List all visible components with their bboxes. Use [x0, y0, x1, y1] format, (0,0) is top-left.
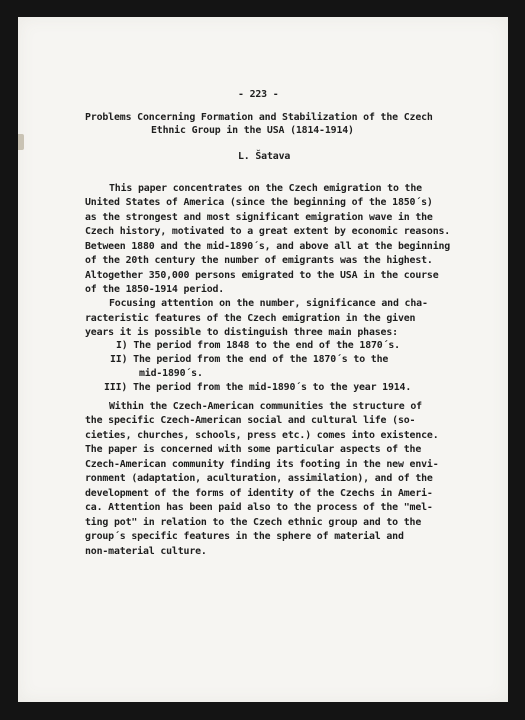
- phase-item: II) The period from the end of the 1870´s to the: [110, 354, 389, 365]
- paragraph-3-line: the specific Czech-American social and cultural life (so-: [85, 415, 416, 426]
- paragraph-2-line: racteristic features of the Czech emigration in the given: [85, 313, 416, 324]
- paragraph-3-line: The paper is concerned with some particular aspects of the: [85, 444, 422, 455]
- phase-item-continuation: mid-1890´s.: [139, 368, 203, 379]
- paragraph-1-line: Between 1880 and the mid-1890´s, and above all at the beginning: [85, 241, 451, 252]
- paragraph-3-line: ting pot" in relation to the Czech ethnic group and to the: [85, 517, 422, 528]
- paper-clip-mark: [18, 134, 24, 150]
- typed-document: [85, 17, 485, 557]
- paragraph-1-line: as the strongest and most significant emigration wave in the: [85, 212, 433, 223]
- paragraph-3-line: ronment (adaptation, aculturation, assimilation), and of the: [85, 473, 433, 484]
- title-line-1: Problems Concerning Formation and Stabilization of the Czech: [85, 112, 433, 123]
- paragraph-2-line: Focusing attention on the number, significance and cha-: [109, 298, 428, 309]
- author: L. Šatava: [238, 151, 291, 162]
- phase-item: I) The period from 1848 to the end of the 1870´s.: [116, 340, 400, 351]
- page-number: - 223 -: [238, 89, 279, 100]
- phase-item: III) The period from the mid-1890´s to the year 1914.: [104, 382, 412, 393]
- paragraph-3-line: group´s specific features in the sphere of material and: [85, 531, 404, 542]
- paragraph-1-line: of the 20th century the number of emigrants was the highest.: [85, 255, 433, 266]
- paragraph-1-line: Czech history, motivated to a great extent by economic reasons.: [85, 226, 451, 237]
- paper-sheet: [18, 17, 508, 702]
- paragraph-1-line: United States of America (since the beginning of the 1850´s): [85, 197, 433, 208]
- title-line-2: Ethnic Group in the USA (1814-1914): [151, 125, 354, 136]
- paragraph-3-line: development of the forms of identity of the Czechs in Ameri-: [85, 488, 433, 499]
- paragraph-1-line: of the 1850-1914 period.: [85, 284, 225, 295]
- paragraph-3-line: cieties, churches, schools, press etc.) comes into existence.: [85, 430, 439, 441]
- paragraph-3-line: Within the Czech-American communities the structure of: [109, 401, 422, 412]
- paragraph-3-line: non-material culture.: [85, 546, 207, 557]
- paragraph-1-line: Altogether 350,000 persons emigrated to the USA in the course: [85, 270, 439, 281]
- paragraph-3-line: ca. Attention has been paid also to the process of the "mel-: [85, 502, 433, 513]
- paragraph-3-line: Czech-American community finding its footing in the new envi-: [85, 459, 439, 470]
- paragraph-1-line: This paper concentrates on the Czech emigration to the: [109, 183, 422, 194]
- paragraph-2-line: years it is possible to distinguish three main phases:: [85, 327, 398, 338]
